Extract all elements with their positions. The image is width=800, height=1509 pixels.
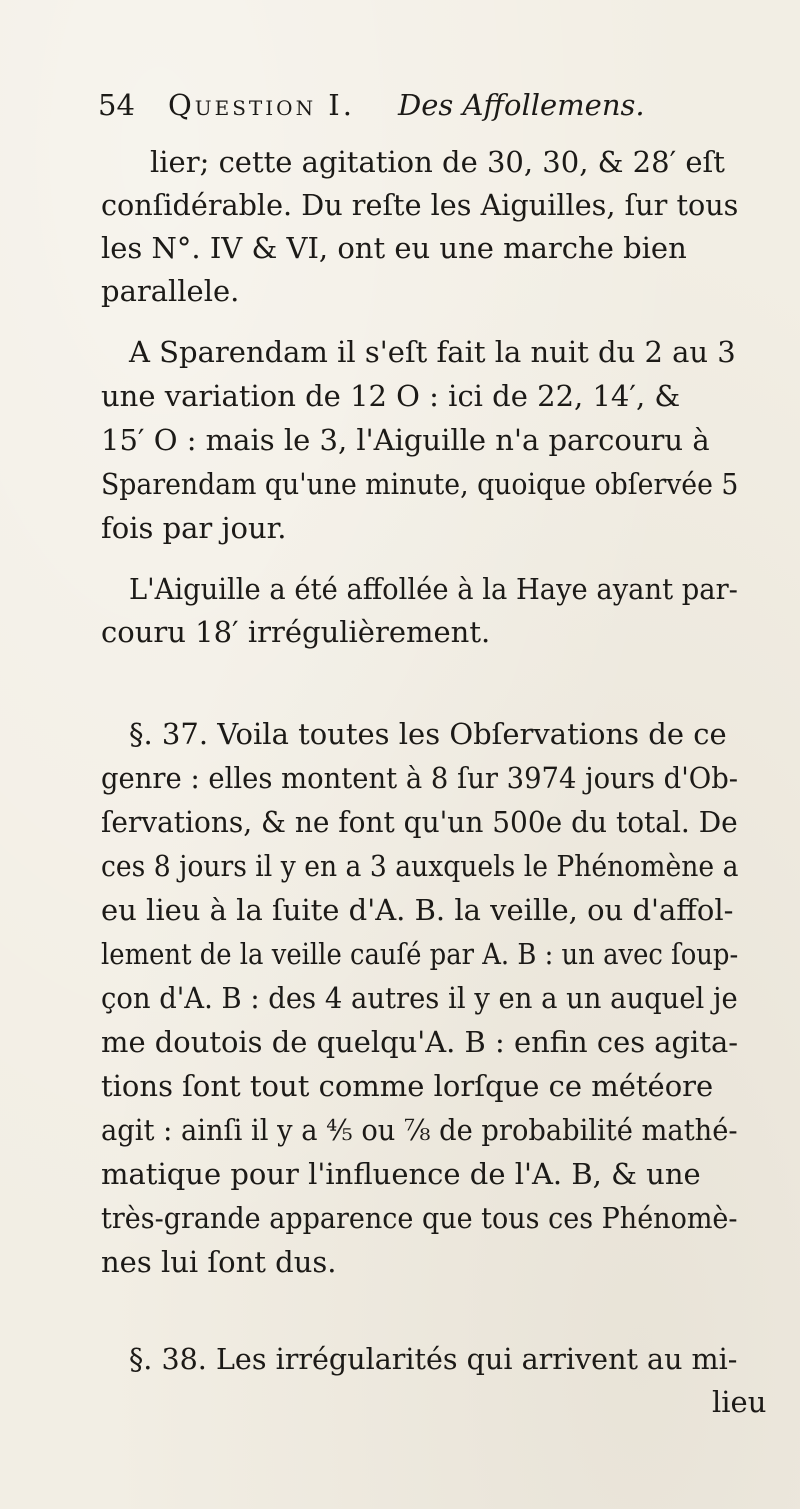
page-number: 54 [98, 88, 135, 122]
text-line: une variation de 12 O : ici de 22, 14′, & [101, 379, 681, 413]
text-line: A Sparendam il s'eſt fait la nuit du 2 au 3 [129, 335, 736, 369]
running-title: Des Affollemens. [398, 88, 645, 122]
text-line: L'Aiguille a été affollée à la Haye ayant par- [129, 572, 738, 606]
text-line: lement de la veille cauſé par A. B : un avec ſoup- [101, 937, 739, 971]
text-line: fois par jour. [101, 511, 287, 545]
text-line: les N°. IV & VI, ont eu une marche bien [101, 231, 687, 265]
text-line: lier; cette agitation de 30, 30, & 28′ eſt [150, 145, 725, 179]
catchword: lieu [712, 1385, 767, 1419]
text-line: parallele. [101, 274, 240, 308]
text-line: Sparendam qu'une minute, quoique obſervée 5 [101, 467, 739, 501]
text-line: eu lieu à la ſuite d'A. B. la veille, ou d'affol- [101, 893, 734, 927]
text-line: nes lui ſont dus. [101, 1245, 337, 1279]
text-line: matique pour l'influence de l'A. B, & une [101, 1157, 701, 1191]
text-line: §. 37. Voila toutes les Obſervations de ce [129, 717, 727, 751]
text-line: çon d'A. B : des 4 autres il y en a un auquel je [101, 981, 738, 1015]
text-line: conſidérable. Du reſte les Aiguilles, ſur tous [101, 188, 739, 222]
text-line: genre : elles montent à 8 ſur 3974 jours d'Ob- [101, 761, 739, 795]
text-line: agit : ainſi il y a ⅘ ou ⅞ de probabilité mathé- [101, 1113, 738, 1147]
question-heading: Question I. [168, 88, 355, 122]
text-line: ſervations, & ne font qu'un 500e du total. De [101, 805, 738, 839]
text-line: me doutois de quelqu'A. B : enfin ces agita- [101, 1025, 738, 1059]
text-line: tions ſont tout comme lorſque ce météore [101, 1069, 714, 1103]
text-line: 15′ O : mais le 3, l'Aiguille n'a parcouru à [101, 423, 710, 457]
text-line: §. 38. Les irrégularités qui arrivent au mi- [129, 1342, 738, 1376]
text-line: très-grande apparence que tous ces Phénomè- [101, 1201, 738, 1235]
text-line: couru 18′ irrégulièrement. [101, 615, 491, 649]
page-header [98, 88, 738, 128]
text-line: ces 8 jours il y en a 3 auxquels le Phénomène a [101, 849, 739, 883]
